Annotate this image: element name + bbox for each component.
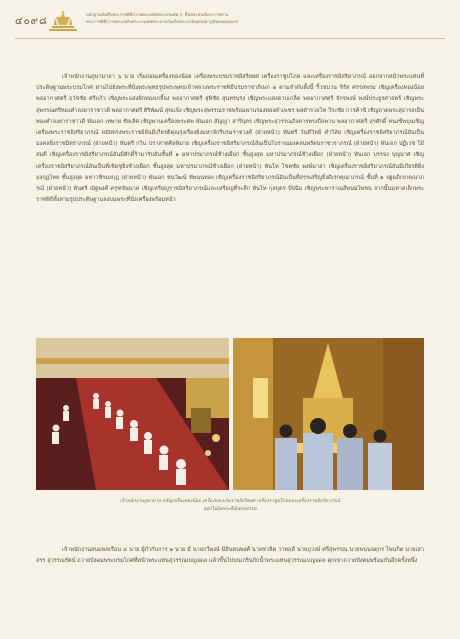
royal-crest-icon [46, 9, 80, 33]
page-header [0, 0, 460, 40]
caption-line-1: เจ้าพนักงานภูษามาลาเชิญเครื่องทองน้อย เครื่องพระบรมราชอิสริยยศ เครื่องราชูปโภคและเครื่องราชอิสริยาภรณ์ [120, 499, 340, 504]
royal-urn-altar-photo [233, 338, 424, 490]
header-caption [86, 11, 356, 25]
body-paragraph-2: เจ้าพนักงานสนมพลเรือน ๔ นาย ผู้กำกับการ ๑ นาย มี นายกวีพงษ์ มีสินทนพงศ์ นายชวลิต วาหฤดี นายภูวงษ์ ศรีสุพรรณ นายพนนจตุกร ไพนกิต นายเสาสรร สุวรรณรัตน์ ถวายบังคมพระบรมโกศที่หน้าพระแท่นสุวรรณเบญจดล แล้วขึ้นไปบนเกรินกักน้ำพระแท่นสุวรรณเบญจดล คุกเข่าถวายบังคมพร้อมกันอีกครั้งหนึ่ง [36, 547, 424, 565]
ceremony-procession-photo [36, 338, 229, 490]
photo-caption [60, 498, 400, 514]
header-line-2: พระราชพิธีถวายพระเพลิงพระบรมศพพระบาทสมเด็จพระปรมินทรมหาภูมิพลอดุลยเดช [86, 19, 238, 24]
caption-line-2: ออกไปยังพระที่นั่งทรงธรรม [203, 507, 257, 512]
header-line-1: หลักฐานบันทึกพระราชพิธีถวายพระเพลิงพระบรมศพ ก. สิ้นพระชนม์พระราชทาน [86, 12, 229, 17]
header-divider [15, 38, 445, 39]
body-paragraph-1: เจ้าพนักงานภูษามาลา ๖ นาย เริ่มถอนเครื่องทองน้อย เครื่องพระบรมราชอิสริยยศ เครื่องราชูปโภค และเครื่องราชอิสริยาภรณ์ ออกจากหน้าพระแท่นที่ประดิษฐานพระบรมโกศ ผ่านไปยังพระที่นั่งพระพุทธรูปพระพุทธเจ้าหลวงพระราชพิธีบรมราชาภิเษก ๑ ตามลำดับตั้งนี้ ริ้วขบวน จิรัส ศรรสพรม เชิญเครื่องทองน้อย พลอากาศตรี ธวัชชัย ศรีแก้ว เชิญพระแสงฝักทองเกลี้ยง พลอากาศตรี สุพิชัย สุนทรบุรง เชิญพระแสงดาบเกล็ด พลอากาศตรี จักรพงษ์ พงษ์ประยูรศาสตร์ เชิญพระสุพรรณศรีทองคำลงยาราชาวดี พลอากาศตรี ศิริพัฒน์ สุขแจ้ง เชิญพระสุพรรณราชพร้อมพานรองทองคำเพชร พลตำรวจโท วีระชัย การค้าขี เชิญถาดพระสุธารสเป็นทองคำลงยาราชาวดี พันเอก เทพาย ชัยเลิศ เชิญพานเครื่องพระศพ พันเอก สัญญา สาริบุตร เชิญพระสุวรรณภิงคารทรงถือพาน พลอากาศตรี สุรศักดิ์ ทนงชีพบุนเชิญเครื่องพระราชอิสริยาภรณ์ สมัยทรงพระราชย์อันมีเกียรติคุณรุ่งเรืองยิ่งมหาจักรีบรมราชวงศ์ (ฝ่ายหน้า) พันตรี วันดีวิทย์ คำวิลัย เชิญเครื่องราชอิสริยาภรณ์อันเป็นมงคลยิ่งราชมิตราภรณ์ (ฝ่ายหน้า) พันตรี กวิน ปราสาทศิลพิมาย เชิญเครื่องราชอิสริยาภรณ์อันเป็นโบราณมงคลนพรัตนราชวราภรณ์ (ฝ่ายหน้า) พันเอก ปฏิเวช โม้สมดี เชิญเครื่องราชอิสริยาภรณ์อันมีศักดิ์ร้ามารับอันชั้นที่ ๑ มหาปรมาภรณ์ช้างเผือก ชั้นสูงสุด มหาปรมาภรณ์ช้างเผือก (ฝ่ายหน้า) พันเอก บรรจง บุญมาศ เชิญเครื่องราชอิสริยาภรณ์อันเป็นที่เชิดชูยิ่งช้างเผือก ชั้นสูงสุด มหาปรมาภรณ์ช้างเผือก (ฝ่ายหน้า) พันโท โชคชัย พงษ์มาลา เชิญเครื่องราชอิสริยาภรณ์อันมีเกียรติยิ่งมงกุฎไทย ชั้นสูงสุด มหาวชิรมงกุฎ (ฝ่ายหน้า) พันเอก ชนวัฒน์ ทัพนนทอง เชิญเครื่องราชอิสริยาภรณ์อันเป็นที่สรรเสริญยิ่งดิเรกคุณาภรณ์ ชั้นที่ ๑ ปฐมดิเรกคุณาภรณ์ (ฝ่ายหน้า) พันตรี ณัฐพงศ์ ครุฑจันนาค เชิญเหรียญราชอิสริยาภรณ์และเหรียญที่ระลึก พันโท กุลบุตร ปัจฉิม เชิญพระพาราณสีพนมไพชน จากนั้นมหาดเล็กพระราชพิธีทั้งสามรูปประดิษฐานลงบนพระที่นั่งเครื่องพร้อมหน้า [36, 74, 424, 204]
page-number: ๔๐๙๘ [15, 16, 48, 27]
